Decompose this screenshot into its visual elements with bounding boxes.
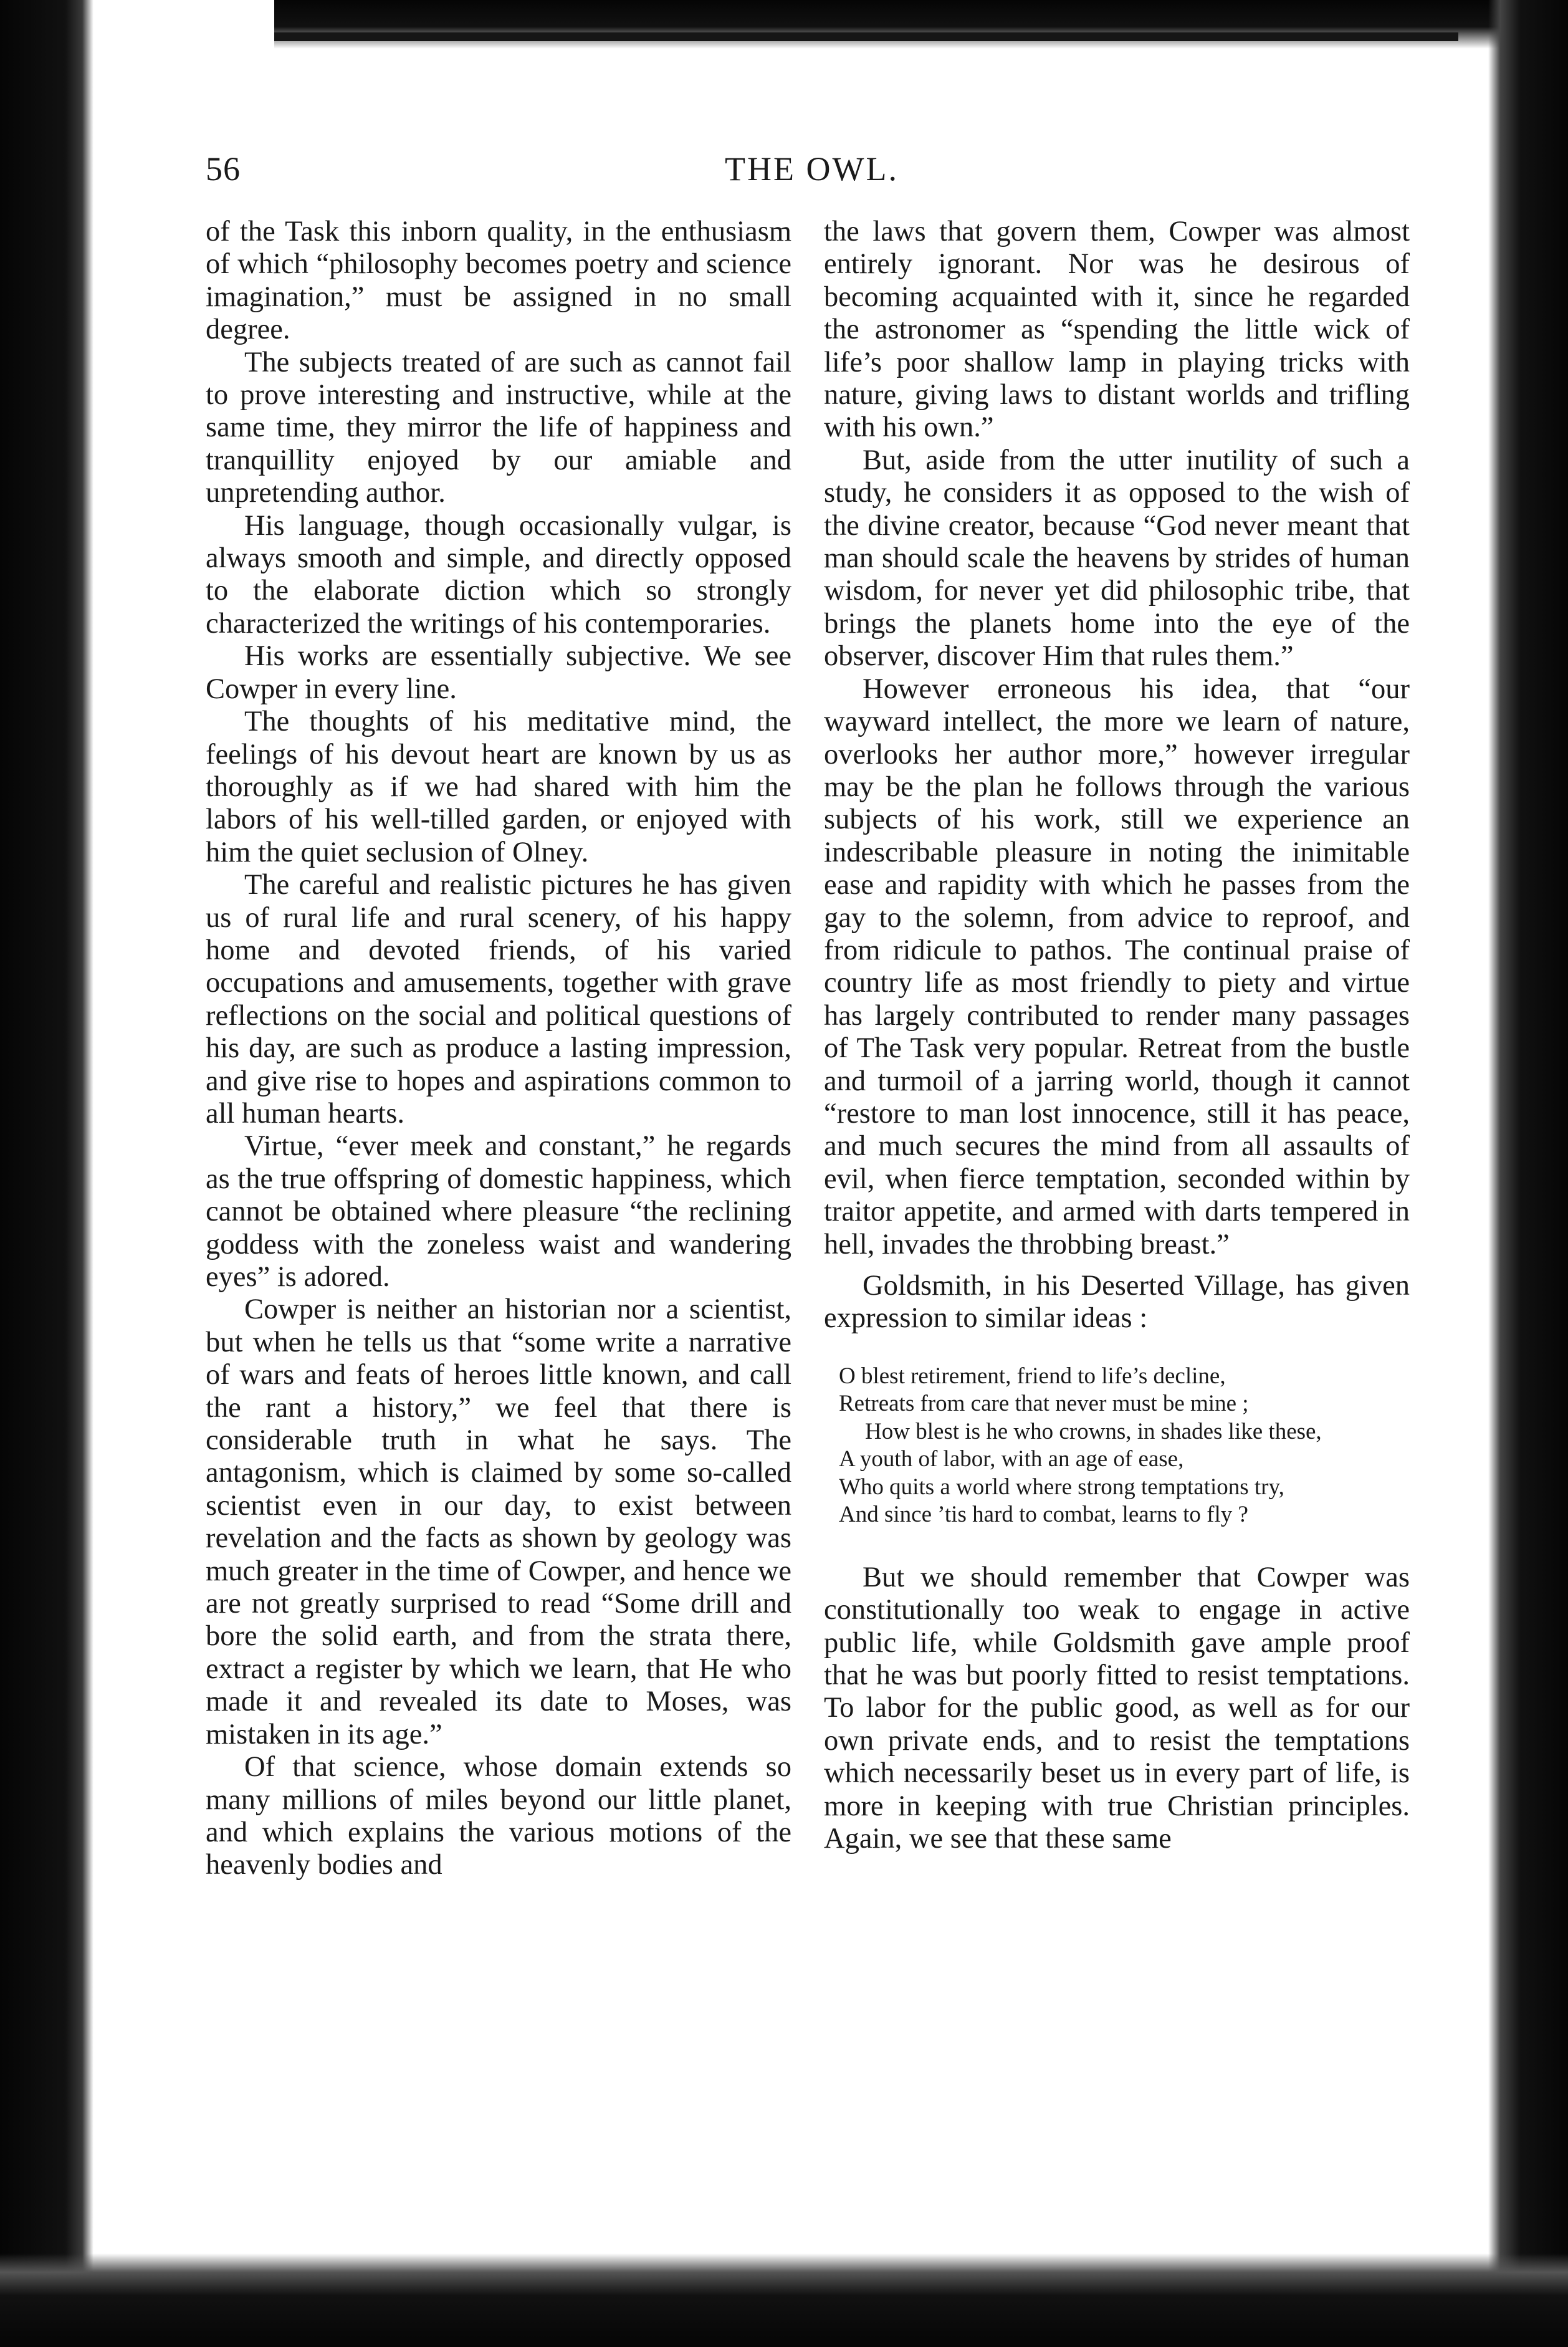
poem-line: Retreats from care that never must be mine ; [839, 1391, 1249, 1417]
paragraph: the laws that govern them, Cowper was almost entirely ignorant. Nor was he desirous of becoming acquainted with it, since he regarded the astronomer as “spending the little wick of life’s poor shallow lamp in playing tricks with nature, giving laws to distant worlds and trifling with his own.” [824, 216, 1410, 444]
journal-title: THE OWL. [725, 150, 899, 188]
left-column [206, 216, 791, 1882]
scan-border-top [274, 0, 1568, 49]
paragraph: Virtue, “ever meek and constant,” he regards as the true offspring of domestic happiness, which cannot be obtained where pleasure “the reclining goddess with the zoneless waist and wandering eyes” is adored. [206, 1130, 791, 1293]
paragraph: Cowper is neither an historian nor a scientist, but when he tells us that “some write a narrative of wars and feats of heroes little known, and call the rant a history,” we feel that there is considerable truth in what he says. The antagonism, which is claimed by some so-called scientist even in our day, to exist between revelation and the facts as shown by geology was much greater in the time of Cowper, and hence we are not greatly surprised to read “Some drill and bore the solid earth, and from the strata there, extract a register by which we learn, that He who made it and revealed its date to Moses, was mistaken in its age.” [206, 1293, 791, 1750]
right-column [824, 216, 1410, 1855]
page-number: 56 [206, 150, 241, 188]
scan-rule-top [274, 32, 1458, 41]
poem-line: And since ’tis hard to combat, learns to fly ? [839, 1502, 1248, 1528]
scan-border-left [0, 0, 93, 2347]
paragraph: But, aside from the utter inutility of such a study, he considers it as opposed to the wish of the divine creator, because “God never meant that man should scale the heavens by strides of human wisdom, for never yet did philosophic tribe, that brings the planets home into the eye of the observer, discover Him that rules them.” [824, 444, 1410, 673]
paragraph: of the Task this inborn quality, in the enthusiasm of which “philosophy becomes poetry and science imagination,” must be assigned in no small degree. [206, 216, 791, 346]
poem-line: Who quits a world where strong temptations try, [839, 1474, 1284, 1500]
paragraph: The thoughts of his meditative mind, the feelings of his devout heart are known by us as thoroughly as if we had shared with him the labors of his well-tilled garden, or enjoyed with him the quiet seclusion of Olney. [206, 706, 791, 868]
paragraph: Of that science, whose domain extends so many millions of miles beyond our little planet, and which explains the various motions of the heavenly bodies and [206, 1751, 791, 1881]
paragraph: The careful and realistic pictures he has given us of rural life and rural scenery, of his happy home and devoted friends, of his varied occupations and amusements, together with grave reflections on the social and political questions of his day, are such as produce a lasting impression, and give rise to hopes and aspirations common to all human hearts. [206, 869, 791, 1130]
paragraph: However erroneous his idea, that “our wayward intellect, the more we learn of nature, overlooks her author more,” however irregular may be the plan he follows through the various subjects of his work, still we experience an indescribable pleasure in noting the inimitable ease and rapidity with which he passes from the gay to the solemn, from advice to reproof, and from ridicule to pathos. The continual praise of country life as most friendly to piety and virtue has largely contributed to render many passages of The Task very popular. Retreat from the bustle and turmoil of a jarring world, though it cannot “restore to man lost innocence, still it has peace, and much secures the mind from all assaults of evil, when fierce temptation, seconded within by traitor appetite, and armed with darts tempered in hell, invades the throbbing breast.” [824, 673, 1410, 1260]
poem-line: A youth of labor, with an age of ease, [839, 1446, 1184, 1472]
paragraph: But we should remember that Cowper was constitutionally too weak to engage in active public life, while Goldsmith gave ample proof that he was but poorly fitted to resist temptations. To labor for the public good, as well as for our own private ends, and to resist the temptations which necessarily beset us in every part of life, is more in keeping with true Christian principles. Again, we see that these same [824, 1561, 1410, 1855]
paragraph: The subjects treated of are such as cannot fail to prove interesting and instructive, while at the same time, they mirror the life of happiness and tranquillity enjoyed by our amiable and unpretending author. [206, 346, 791, 509]
scan-border-bottom [0, 2253, 1568, 2347]
paragraph: Goldsmith, in his Deserted Village, has given expression to similar ideas : [824, 1270, 1410, 1335]
poem-line: O blest retirement, friend to life’s decline, [839, 1363, 1226, 1389]
paragraph: His works are essentially subjective. We see Cowper in every line. [206, 640, 791, 705]
poem-quotation [839, 1363, 1410, 1529]
paragraph: His language, though occasionally vulgar, is always smooth and simple, and directly opposed to the elaborate diction which so strongly characterized the writings of his contemporaries. [206, 509, 791, 640]
poem-line: How blest is he who crowns, in shades like these, [865, 1418, 1322, 1444]
scan-border-right [1488, 0, 1568, 2347]
running-head [206, 150, 1418, 193]
